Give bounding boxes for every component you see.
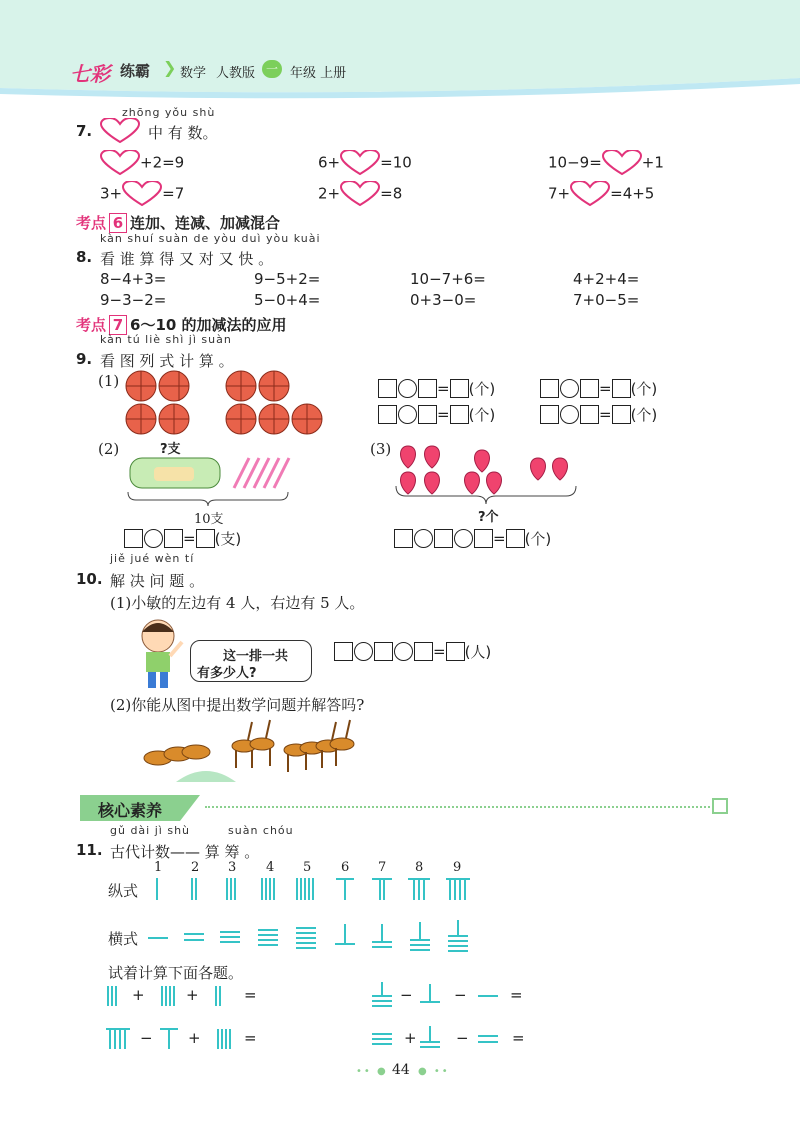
kaodian-7: 考点 7 6～10 的加减法的应用 (76, 316, 287, 334)
speech-bubble (190, 640, 312, 682)
heart-icon (100, 118, 140, 144)
op: − (400, 986, 413, 1004)
q9-equation: = (个) (394, 528, 551, 549)
q9-question-pencils: ?支 (160, 442, 181, 457)
heart-icon (570, 181, 610, 207)
header-background (0, 0, 800, 100)
q8-item: 9−3−2= (100, 291, 167, 309)
hengshi-rods (140, 916, 480, 956)
page-header (0, 0, 800, 100)
q11-pinyin-1: gǔ dài jì shù (110, 824, 191, 837)
q7-eq-3: 10−9= +1 (548, 150, 664, 176)
digit-row: 1 2 3 4 5 6 7 8 9 (154, 860, 462, 875)
heng-label: 横式 (108, 930, 139, 948)
heart-icon (122, 181, 162, 207)
core-banner (80, 795, 200, 821)
q8-item: 8−4+3= (100, 270, 167, 288)
q9-equation: = (支) (124, 528, 241, 549)
op: = (244, 1029, 257, 1047)
calc-rods-2 (370, 980, 510, 1010)
op: + (132, 986, 145, 1004)
q7-eq-1: +2=9 (100, 150, 184, 176)
q9-equation: = (个) (378, 404, 495, 425)
op: − (454, 986, 467, 1004)
q8-number: 8. (76, 248, 93, 266)
brand: 练霸 (120, 62, 151, 80)
q11-pinyin-2: suàn chóu (228, 824, 294, 837)
page-dots-left-icon: •• ● (356, 1066, 388, 1077)
zong-label: 纵式 (108, 882, 139, 900)
page-dots-right-icon: ● •• (418, 1066, 450, 1077)
q9-equation: = (个) (540, 404, 657, 425)
op: = (244, 986, 257, 1004)
op: + (188, 1029, 201, 1047)
q7-eq-5: 2+ =8 (318, 181, 402, 207)
q9-text: 看 图 列 式 计 算 。 (100, 352, 234, 370)
q9-part3-label: (3) (370, 440, 392, 458)
op: − (456, 1029, 469, 1047)
grade-badge: 一 (262, 60, 282, 78)
op: = (512, 1029, 525, 1047)
page-number: 44 (392, 1062, 410, 1078)
q7-eq-4: 3+ =7 (100, 181, 184, 207)
child-image (128, 614, 188, 692)
q10-pinyin: jiě jué wèn tí (110, 552, 195, 565)
calc-rods-3 (104, 1026, 244, 1052)
kaodian-6: 考点 6 连加、连减、加减混合 (76, 214, 281, 232)
q7-eq-6: 7+ =4+5 (548, 181, 654, 207)
q11-try: 试着计算下面各题。 (108, 964, 244, 982)
q11-text: 古代计数—— 算 筹 。 (110, 843, 260, 861)
q10-sub1: (1)小敏的左边有 4 人，右边有 5 人。 (110, 594, 365, 612)
q9-question-strawberries: ?个 (478, 510, 499, 525)
bubble-line-2: 有多少人? (197, 666, 257, 681)
edition: 人教版 (216, 66, 256, 81)
q8-item: 0+3−0= (410, 291, 477, 309)
op: = (510, 986, 523, 1004)
op: + (186, 986, 199, 1004)
heart-icon (100, 150, 140, 176)
bubble-line-1: 这一排一共 (223, 649, 289, 664)
q9-total-pencils: 10支 (194, 512, 224, 527)
q8-item: 9−5+2= (254, 270, 321, 288)
q7-eq-2: 6+ =10 (318, 150, 412, 176)
alpacas-image (136, 716, 358, 782)
q8-text: 看 谁 算 得 又 对 又 快 。 (100, 250, 274, 268)
q8-item: 10−7+6= (410, 270, 486, 288)
q10-sub2: (2)你能从图中提出数学问题并解答吗? (110, 696, 365, 714)
zongshi-rods (140, 876, 480, 902)
q9-pinyin: kàn tú liè shì jì suàn (100, 333, 232, 346)
q8-item: 7+0−5= (573, 291, 640, 309)
q8-item: 5−0+4= (254, 291, 321, 309)
subject: 数学 (180, 66, 207, 81)
heart-icon (602, 150, 642, 176)
q7-number: 7. (76, 122, 93, 140)
logo: 七彩 (70, 62, 110, 86)
strawberries-image (390, 440, 590, 510)
q8-pinyin: kàn shuí suàn de yòu duì yòu kuài (100, 232, 321, 245)
q10-text: 解 决 问 题 。 (110, 572, 205, 590)
q9-number: 9. (76, 350, 93, 368)
q9-part1-label: (1) (98, 372, 120, 390)
heart-icon (340, 150, 380, 176)
q11-number: 11. (76, 841, 103, 859)
q7-text: 中 有 数。 (148, 124, 218, 142)
chevron-right-icon: ❯ (163, 58, 177, 77)
grade: 年级 上册 (290, 66, 347, 81)
q10-number: 10. (76, 570, 103, 588)
calc-rods-4 (370, 1024, 510, 1054)
q9-equation: = (个) (378, 378, 495, 399)
op: + (404, 1029, 417, 1047)
divider (205, 806, 710, 808)
q9-equation: = (个) (540, 378, 657, 399)
q9-part2-label: (2) (98, 440, 120, 458)
basketballs-image (124, 366, 334, 438)
op: − (140, 1029, 153, 1047)
heart-icon (340, 181, 380, 207)
q7-pinyin: zhōng yǒu shù (122, 106, 216, 119)
core-title: 核心素养 (98, 801, 163, 820)
q10-equation: = (人) (334, 641, 491, 662)
divider-end-icon (712, 798, 728, 814)
q8-item: 4+2+4= (573, 270, 640, 288)
